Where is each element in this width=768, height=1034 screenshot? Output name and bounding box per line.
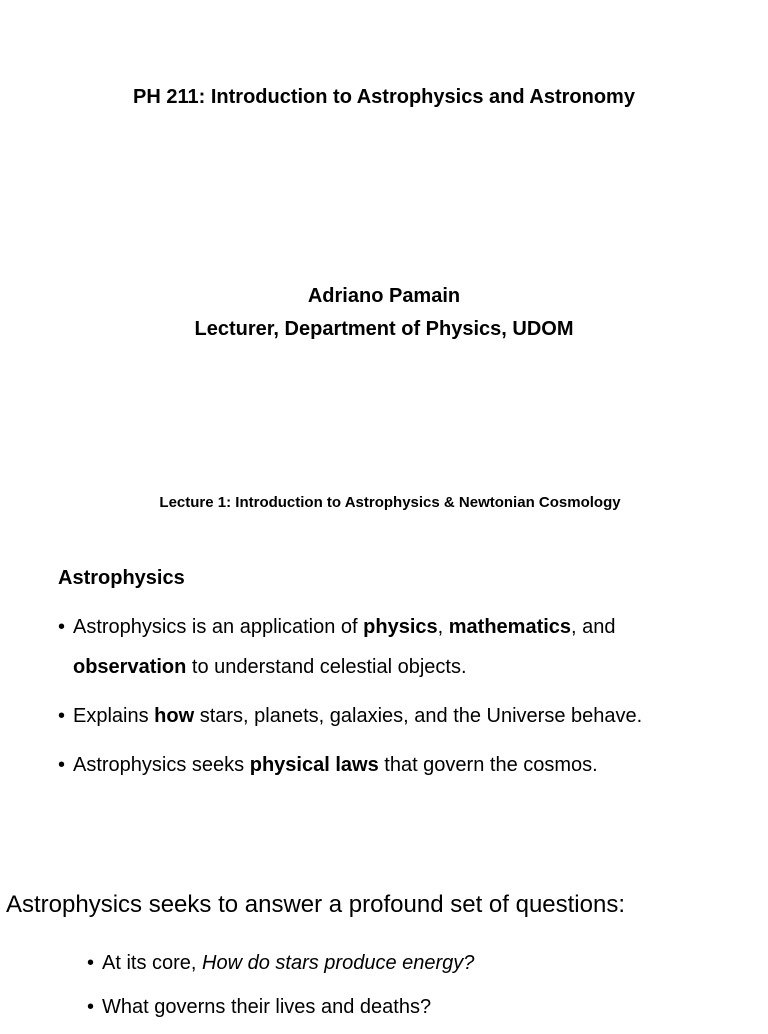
questions-bullet-list [87,946,474,1034]
text-run: that govern the cosmos. [378,754,598,776]
astrophysics-bullet-list [58,607,718,794]
bullet-marker: • [58,754,66,776]
bold-term: observation [73,656,187,678]
bullet-marker: • [58,616,66,638]
text-run: stars, planets, galaxies, and the Universe behave. [194,705,643,727]
author-name: Adriano Pamain [307,285,461,307]
bullet-text [73,607,718,687]
list-item [87,946,474,980]
author-position: Lecturer, Department of Physics, UDOM [194,318,574,340]
list-item [87,990,474,1024]
lecture-title: Lecture 1: Introduction to Astrophysics & Newtonian Cosmology [159,494,621,511]
bullet-text: What governs their lives and deaths? [102,996,432,1018]
bold-term: physics [363,616,438,638]
list-item [58,607,718,687]
text-run: Astrophysics seeks [73,754,250,776]
text-run: At its core, [102,952,203,974]
list-item [58,745,718,785]
section-heading: Astrophysics [58,567,185,589]
text-run: Explains [73,705,155,727]
course-title: PH 211: Introduction to Astrophysics and Astronomy [133,86,635,108]
text-run: , and [571,616,616,638]
bullet-text [102,946,474,980]
author-block [0,280,768,346]
list-item [58,696,718,736]
questions-heading: Astrophysics seeks to answer a profound set of questions: [6,891,625,918]
italic-question: How do stars produce energy? [202,952,475,974]
bullet-marker: • [87,996,95,1018]
text-run: , [437,616,449,638]
bullet-marker: • [87,952,95,974]
text-run: to understand celestial objects. [186,656,467,678]
bold-term: how [154,705,195,727]
text-run: Astrophysics is an application of [73,616,364,638]
bold-term: mathematics [448,616,572,638]
bold-term: physical laws [249,754,379,776]
bullet-text [73,745,718,785]
bullet-marker: • [58,705,66,727]
bullet-text [73,696,718,736]
